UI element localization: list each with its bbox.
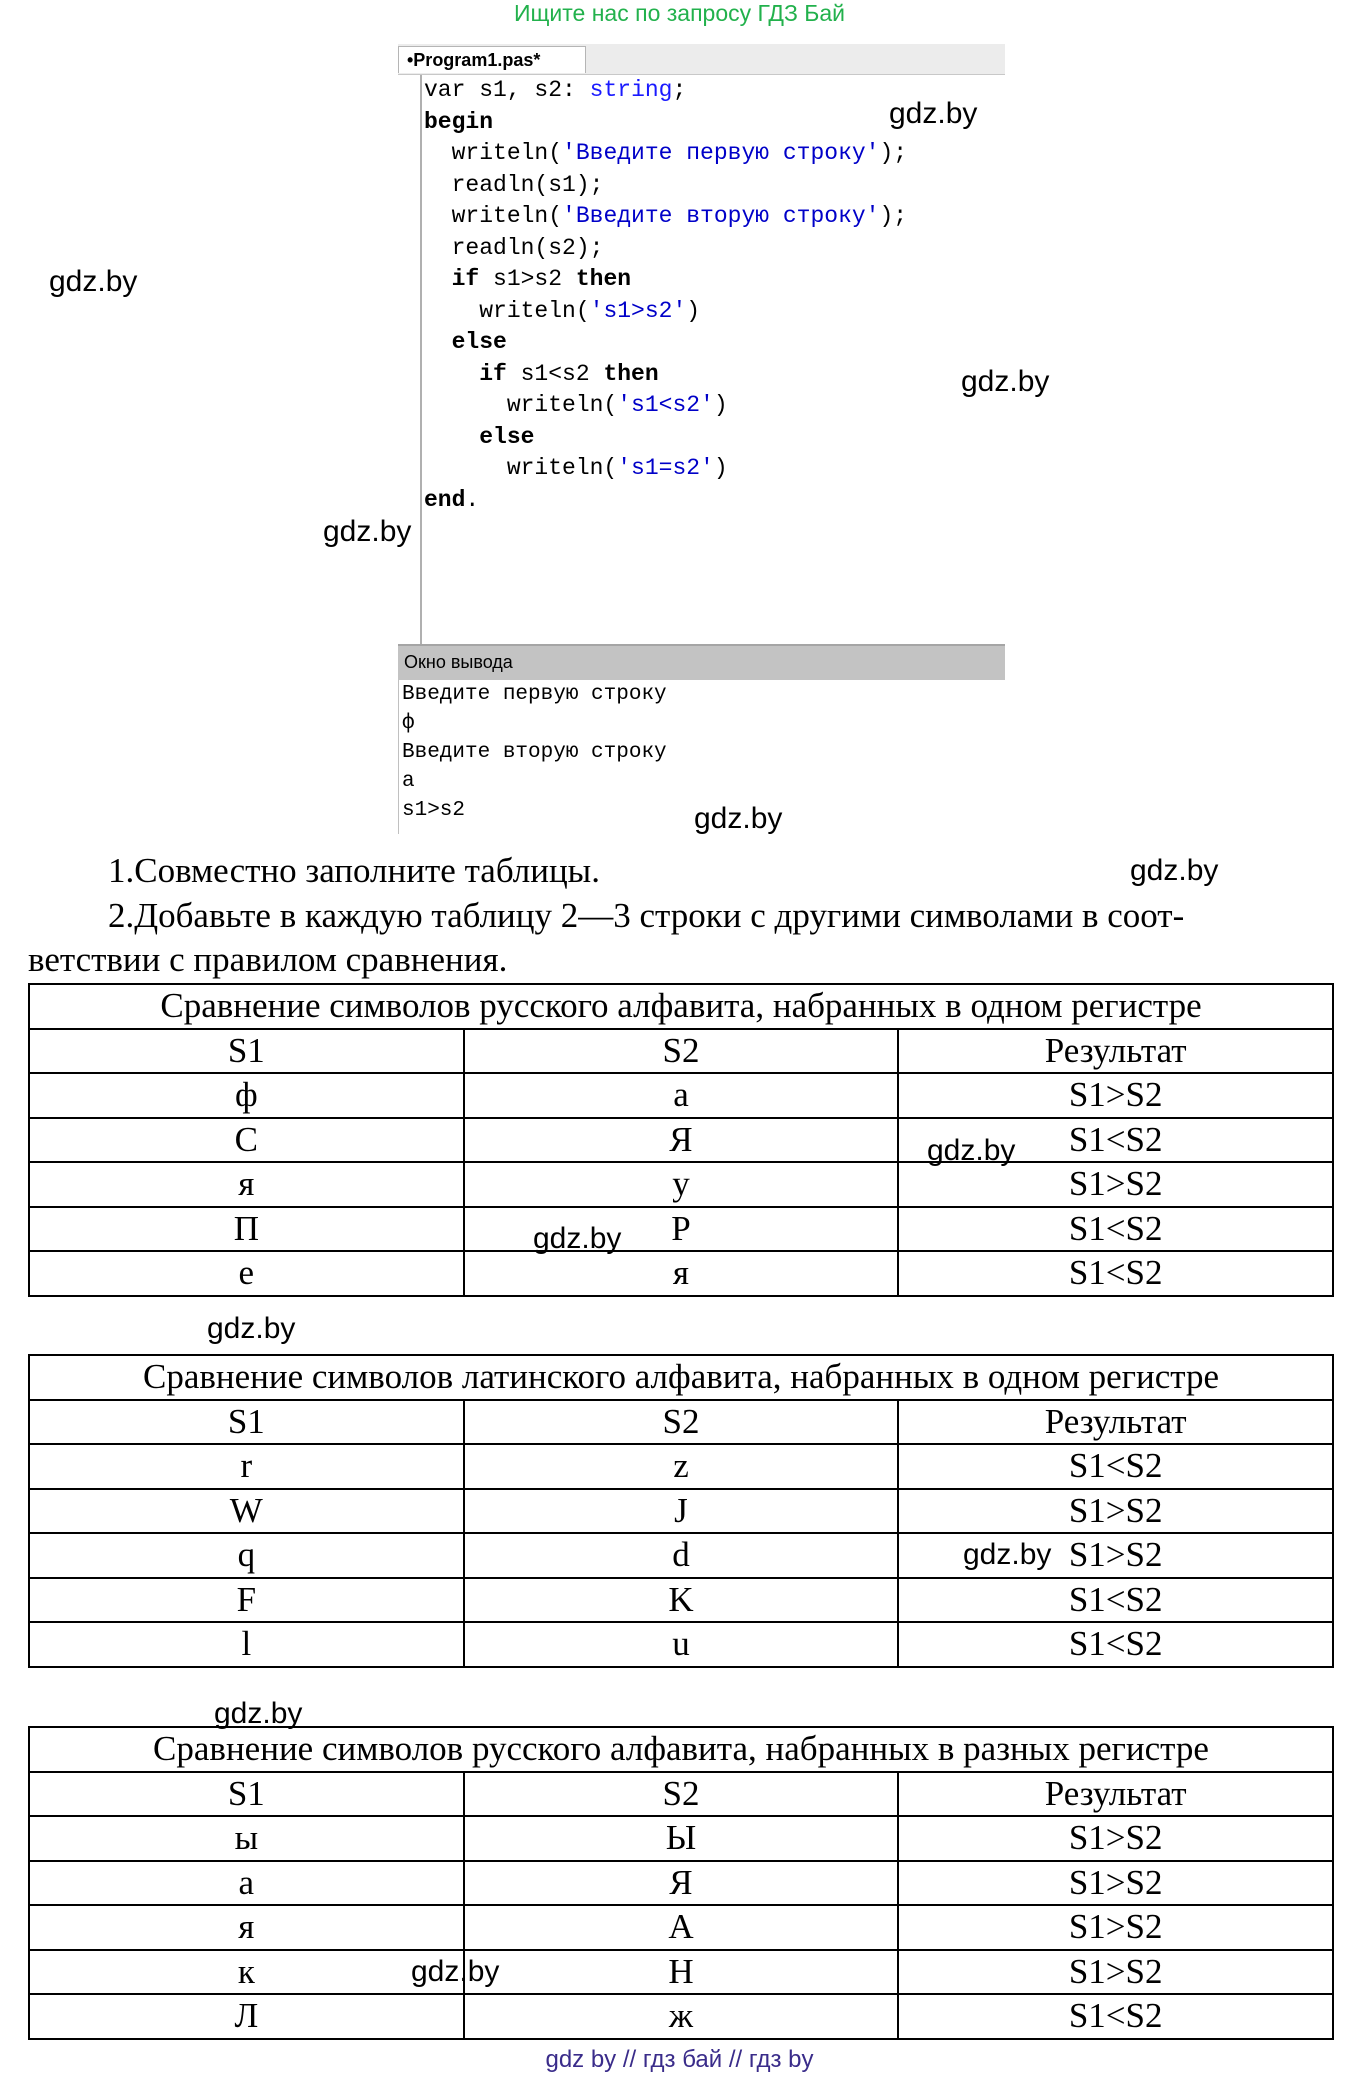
task-2-line-1: 2.Добавьте в каждую таблицу 2—3 строки с другими символами в соот- [108, 896, 1185, 935]
table-cell: ф [29, 1073, 464, 1118]
table-cell: F [29, 1578, 464, 1623]
column-header: S2 [464, 1772, 899, 1817]
code-token: string [589, 77, 673, 103]
code-token: writeln( [424, 392, 618, 418]
table-title: Сравнение символов русского алфавита, набранных в разных регистре [29, 1727, 1333, 1772]
table-cell: Н [464, 1950, 899, 1995]
table-row [29, 1073, 1333, 1118]
code-token: s1<s2 [506, 360, 604, 387]
code-token [424, 361, 479, 387]
table-row [29, 1533, 1333, 1578]
table-cell: S1<S2 [898, 1578, 1333, 1623]
table-cell: S1<S2 [898, 1444, 1333, 1489]
watermark: gdz.by [1130, 854, 1219, 887]
code-token: var [424, 77, 466, 103]
table-cell: S1>S2 [898, 1861, 1333, 1906]
table-title: Сравнение символов латинского алфавита, набранных в одном регистре [29, 1355, 1333, 1400]
code-token [424, 329, 452, 355]
code-token: else [451, 329, 507, 355]
table-row [29, 1950, 1333, 1995]
table-cell: S1>S2 [898, 1533, 1333, 1578]
code-token: ) [713, 392, 728, 418]
code-line [424, 75, 907, 107]
table-cell: S1>S2 [898, 1162, 1333, 1207]
watermark: gdz.by [694, 802, 783, 835]
table-cell: Я [464, 1118, 899, 1163]
column-header: Результат [898, 1772, 1333, 1817]
task-1: 1.Совместно заполните таблицы. [108, 851, 600, 890]
code-line [424, 233, 907, 265]
table-row [29, 1162, 1333, 1207]
editor-gutter [420, 75, 422, 655]
table-cell: W [29, 1489, 464, 1534]
table-cell: S1>S2 [898, 1905, 1333, 1950]
code-line [424, 422, 907, 454]
output-window-header: Окно вывода [398, 644, 1005, 680]
table-row [29, 1622, 1333, 1667]
table-cell: S1>S2 [898, 1073, 1333, 1118]
table-cell: r [29, 1444, 464, 1489]
table-row [29, 1994, 1333, 2039]
table-row [29, 1118, 1333, 1163]
watermark: gdz.by [963, 1538, 1052, 1571]
code-token: writeln( [424, 203, 563, 229]
code-line [424, 453, 907, 485]
code-line [424, 390, 907, 422]
code-area[interactable] [424, 75, 907, 516]
code-line [424, 138, 907, 170]
table-cell: Я [464, 1861, 899, 1906]
table-cell: J [464, 1489, 899, 1534]
code-token: readln(s1); [424, 171, 604, 198]
task-2-line-2: ветствии с правилом сравнения. [28, 940, 508, 979]
table-cell: S1>S2 [898, 1816, 1333, 1861]
table-cell: П [29, 1207, 464, 1252]
code-token [424, 266, 452, 292]
ide-screenshot [398, 44, 1005, 834]
code-line [424, 107, 907, 139]
code-token: ); [879, 203, 908, 229]
output-line: ф [402, 712, 415, 735]
table-cell: к [29, 1950, 464, 1995]
table-cell: S1<S2 [898, 1207, 1333, 1252]
table-cell: u [464, 1622, 899, 1667]
table-cell: S1<S2 [898, 1251, 1333, 1296]
watermark: gdz.by [411, 1955, 500, 1988]
table-cell: S1>S2 [898, 1950, 1333, 1995]
column-header: Результат [898, 1029, 1333, 1074]
table-row [29, 1578, 1333, 1623]
watermark: gdz.by [323, 515, 412, 548]
table-cell: я [29, 1905, 464, 1950]
code-token: . [465, 486, 480, 513]
table-row [29, 1905, 1333, 1950]
code-line [424, 359, 907, 391]
table-cell: S1<S2 [898, 1118, 1333, 1163]
table-row [29, 1489, 1333, 1534]
code-token: 's1<s2' [617, 392, 714, 418]
table-cell: q [29, 1533, 464, 1578]
code-token: begin [424, 108, 494, 135]
code-token: 's1>s2' [589, 297, 687, 324]
table-cell: Р [464, 1207, 899, 1252]
watermark: gdz.by [961, 365, 1050, 398]
code-line [424, 264, 907, 296]
watermark: gdz.by [207, 1312, 296, 1345]
table-cell: S1>S2 [898, 1489, 1333, 1534]
code-token: s1>s2 [479, 266, 576, 292]
tab-program1[interactable]: •Program1.pas* [398, 46, 586, 73]
table-title: Сравнение символов русского алфавита, набранных в одном регистре [29, 984, 1333, 1029]
comparison-table-russian-different-case [28, 1726, 1334, 2040]
top-banner[interactable]: Ищите нас по запросу ГДЗ Бай [513, 0, 846, 26]
table-cell: l [29, 1622, 464, 1667]
code-token: then [603, 360, 659, 387]
table-cell: Ы [464, 1816, 899, 1861]
table-cell: Л [29, 1994, 464, 2039]
code-token: 'Введите первую строку' [562, 140, 880, 166]
code-token: else [479, 423, 535, 450]
table-cell: ж [464, 1994, 899, 2039]
code-token: ; [672, 77, 687, 103]
table-cell: S1<S2 [898, 1994, 1333, 2039]
column-header: S1 [29, 1772, 464, 1817]
watermark: gdz.by [49, 265, 138, 298]
code-token: 'Введите вторую строку' [562, 203, 880, 229]
watermark: gdz.by [214, 1697, 303, 1730]
code-token: if [479, 360, 507, 387]
code-token [424, 424, 479, 450]
code-token: then [575, 266, 632, 292]
table-cell: е [29, 1251, 464, 1296]
watermark: gdz.by [889, 97, 978, 130]
table-row [29, 1444, 1333, 1489]
table-cell: d [464, 1533, 899, 1578]
table-cell: у [464, 1162, 899, 1207]
comparison-table-latin-same-case [28, 1354, 1334, 1668]
column-header: S1 [29, 1400, 464, 1445]
code-token: end [424, 486, 466, 513]
table-row [29, 1251, 1333, 1296]
code-token: ); [879, 140, 908, 166]
code-line [424, 170, 907, 202]
code-token: writeln( [424, 140, 563, 166]
table-cell: z [464, 1444, 899, 1489]
code-token: ) [713, 455, 728, 481]
code-token: writeln( [424, 297, 590, 324]
code-line [424, 296, 907, 328]
column-header: S1 [29, 1029, 464, 1074]
column-header: Результат [898, 1400, 1333, 1445]
code-token: ) [686, 297, 701, 324]
output-line: Введите вторую строку [402, 741, 667, 764]
code-token: writeln( [424, 455, 618, 481]
table-cell: С [29, 1118, 464, 1163]
table-row [29, 1861, 1333, 1906]
column-header: S2 [464, 1400, 899, 1445]
table-cell: а [464, 1073, 899, 1118]
code-line [424, 327, 907, 359]
column-header: S2 [464, 1029, 899, 1074]
table-row [29, 1207, 1333, 1252]
table-cell: я [464, 1251, 899, 1296]
editor-tab-bar [398, 44, 1005, 75]
table-cell: S1<S2 [898, 1622, 1333, 1667]
table-cell: ы [29, 1816, 464, 1861]
output-line: Введите первую строку [402, 683, 667, 706]
code-line [424, 485, 907, 517]
table-cell: А [464, 1905, 899, 1950]
code-token: s1, s2: [465, 77, 590, 103]
watermark: gdz.by [927, 1134, 1016, 1167]
table-cell: K [464, 1578, 899, 1623]
output-line: s1>s2 [402, 799, 466, 822]
table-cell: я [29, 1162, 464, 1207]
code-line [424, 201, 907, 233]
code-editor[interactable] [398, 75, 1005, 655]
code-token: readln(s2); [424, 234, 604, 261]
code-token: if [451, 266, 480, 292]
output-line: а [402, 770, 415, 793]
footer-links[interactable]: gdz by // гдз бай // гдз by [545, 2046, 814, 2073]
comparison-table-russian-same-case [28, 983, 1334, 1297]
code-token: 's1=s2' [617, 455, 714, 481]
table-cell: а [29, 1861, 464, 1906]
watermark: gdz.by [533, 1222, 622, 1255]
table-row [29, 1816, 1333, 1861]
